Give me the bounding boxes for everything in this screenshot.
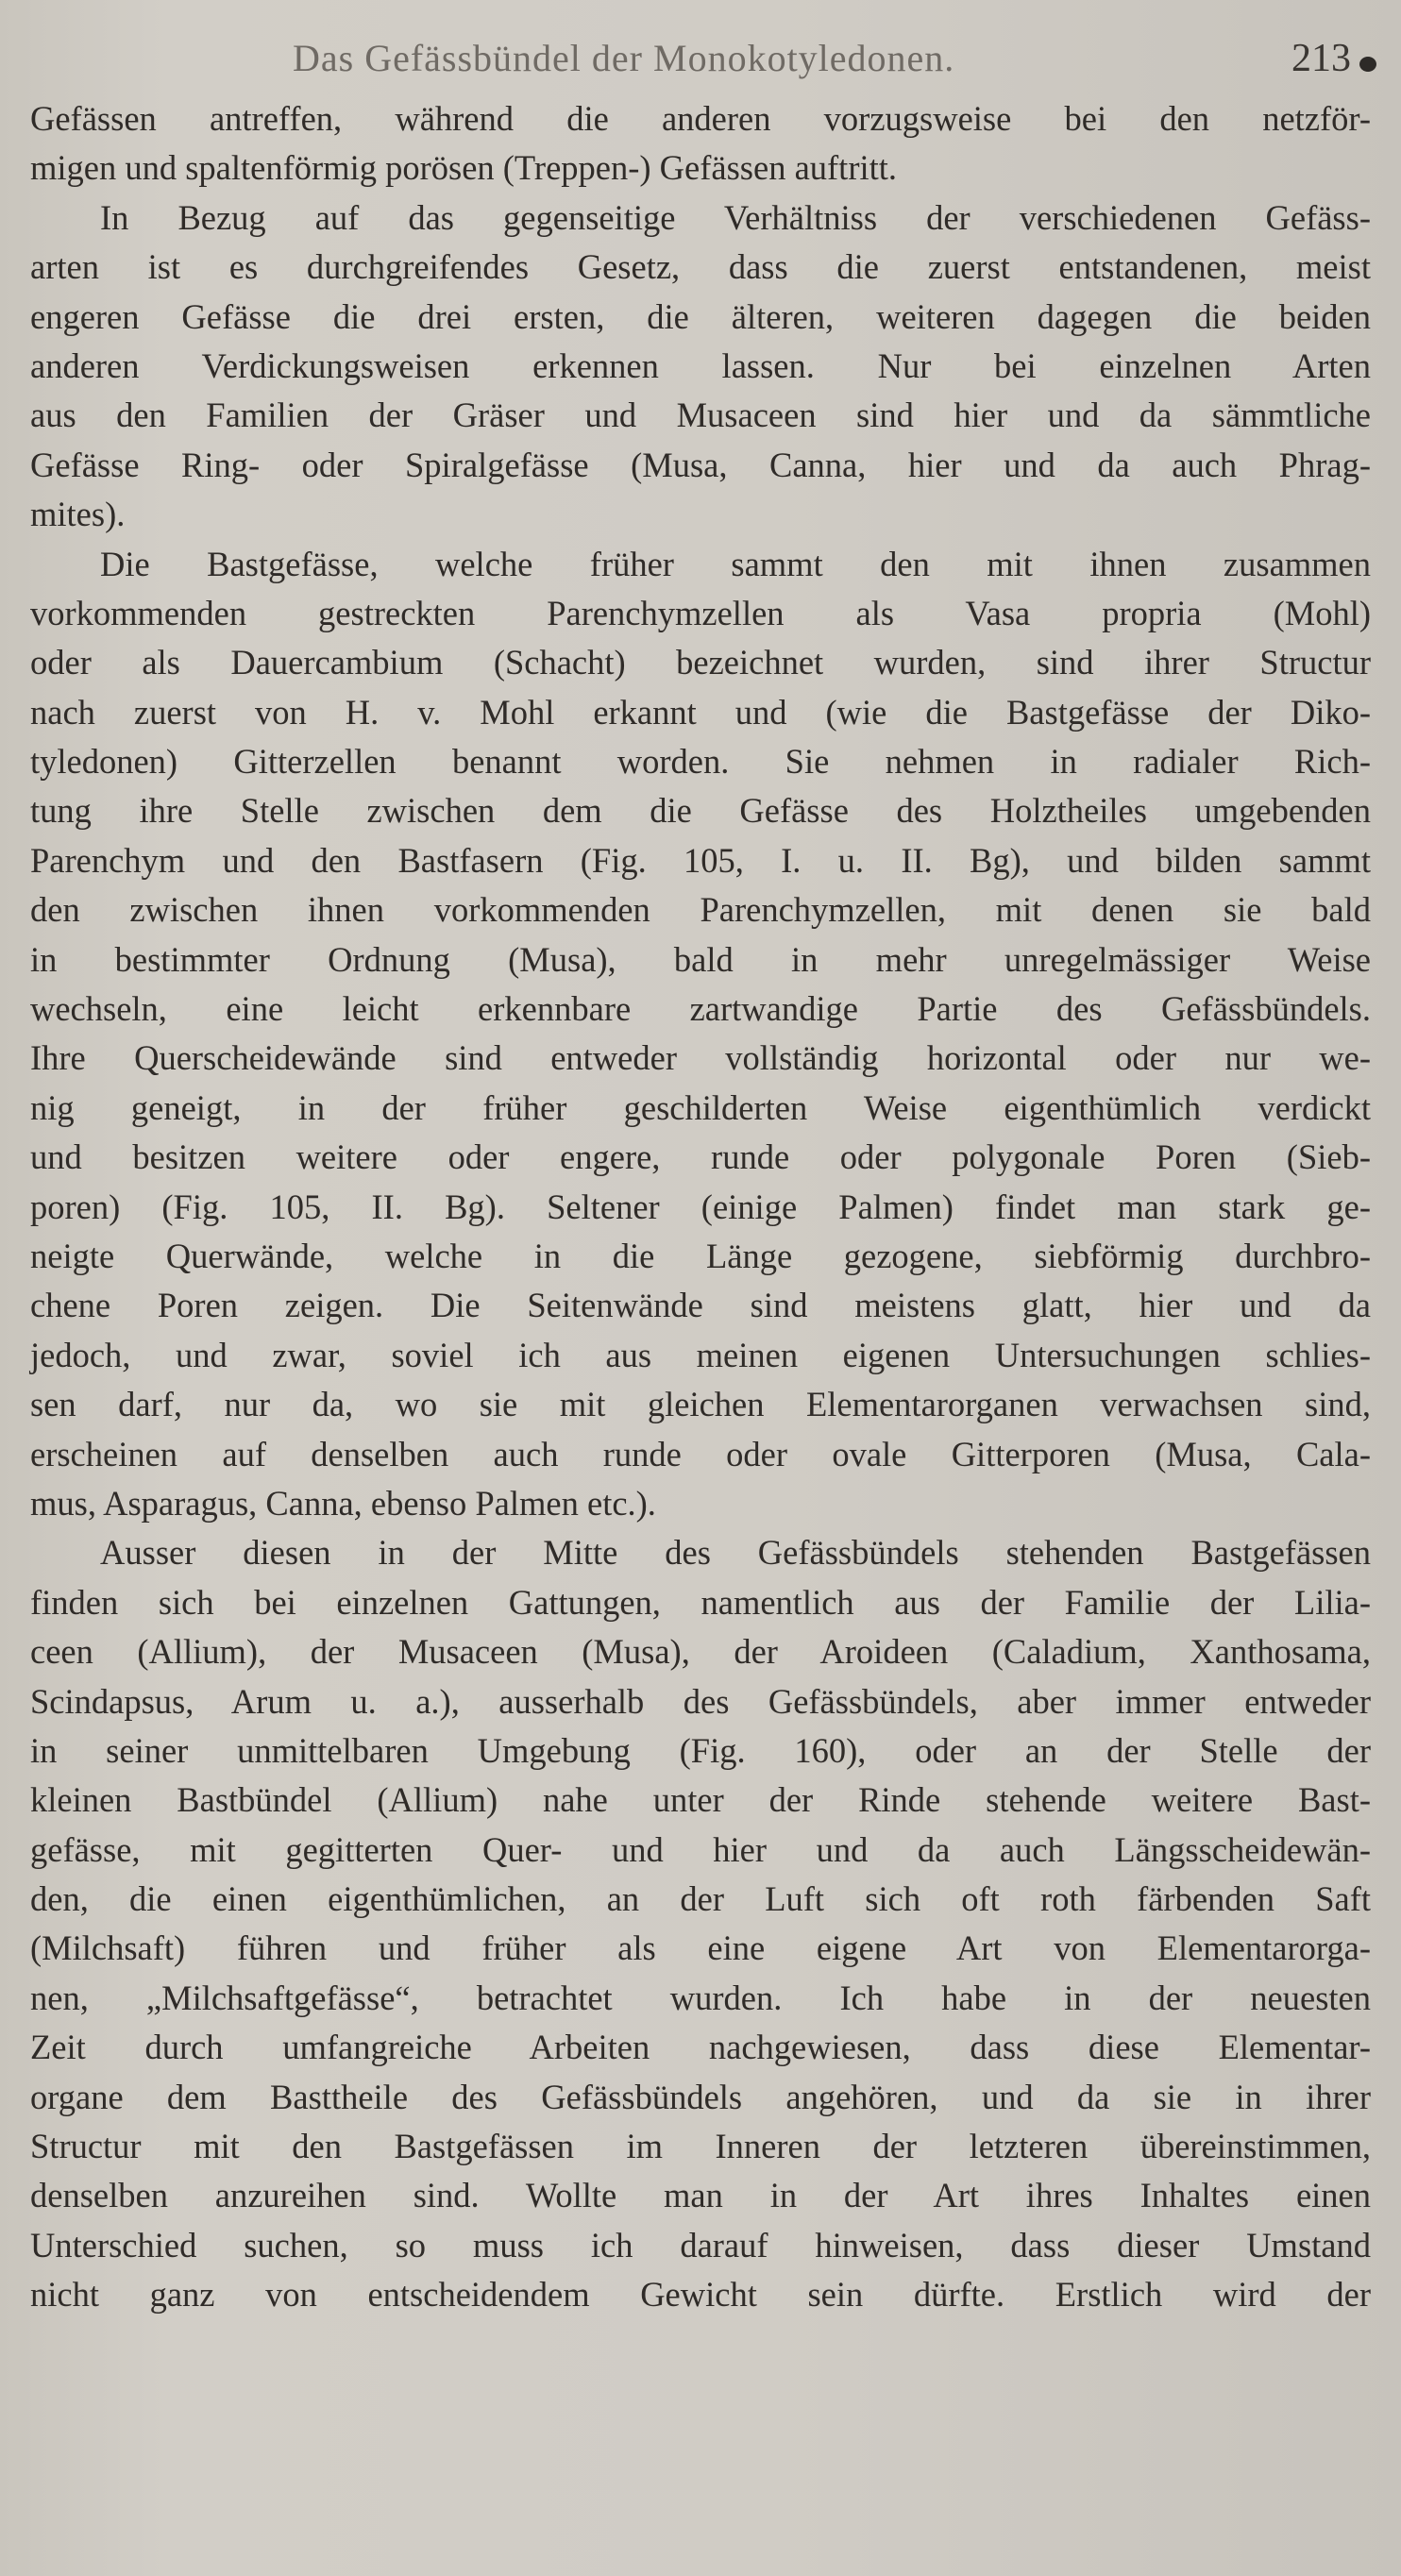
text-line: arten ist es durchgreifendes Gesetz, dass die zuerst entstandenen, meist: [30, 247, 1371, 287]
running-header: [0, 36, 1401, 93]
text-line: tyledonen) Gitterzellen benannt worden. Sie nehmen in radialer Rich-: [30, 742, 1371, 782]
text-line: anderen Verdickungsweisen erkennen lassen. Nur bei einzelnen Arten: [30, 345, 1371, 385]
text-line: den, die einen eigenthümlichen, an der Luft sich oft roth färbenden Saft: [30, 1879, 1371, 1919]
text-line: wechseln, eine leicht erkennbare zartwandige Partie des Gefässbündels.: [30, 989, 1371, 1029]
text-line: nig geneigt, in der früher geschilderten Weise eigenthümlich verdickt: [30, 1087, 1371, 1127]
text-line: Parenchym und den Bastfasern (Fig. 105, I. u. II. Bg), und bilden sammt: [30, 840, 1371, 880]
text-line: nach zuerst von H. v. Mohl erkannt und (wie die Bastgefässe der Diko-: [30, 692, 1371, 732]
text-line: vorkommenden gestreckten Parenchymzellen als Vasa propria (Mohl): [30, 593, 1371, 632]
text-line: sen darf, nur da, wo sie mit gleichen Elementarorganen verwachsen sind,: [30, 1385, 1371, 1424]
text-line: oder als Dauercambium (Schacht) bezeichnet wurden, sind ihrer Structur: [30, 643, 1371, 682]
text-line: den zwischen ihnen vorkommenden Parenchymzellen, mit denen sie bald: [30, 890, 1371, 930]
text-line: engeren Gefässe die drei ersten, die älteren, weiteren dagegen die beiden: [30, 296, 1371, 336]
text-line: und besitzen weitere oder engere, runde oder polygonale Poren (Sieb-: [30, 1137, 1371, 1177]
text-line: jedoch, und zwar, soviel ich aus meinen eigenen Untersuchungen schlies-: [30, 1335, 1371, 1374]
text-line: Gefässen antreffen, während die anderen vorzugsweise bei den netzför-: [30, 99, 1371, 138]
text-line: migen und spaltenförmig porösen (Treppen-) Gefässen auftritt.: [30, 148, 898, 188]
text-line: finden sich bei einzelnen Gattungen, namentlich aus der Familie der Lilia-: [30, 1582, 1371, 1622]
paragraph-start-line: Ausser diesen in der Mitte des Gefässbündels stehenden Bastgefässen: [100, 1533, 1371, 1573]
text-line: ceen (Allium), der Musaceen (Musa), der Aroideen (Caladium, Xanthosama,: [30, 1632, 1371, 1672]
text-line: gefässe, mit gegitterten Quer- und hier und da auch Längsscheidewän-: [30, 1829, 1371, 1869]
ink-blot: [1359, 57, 1376, 72]
running-title: Das Gefässbündel der Monokotyledonen.: [293, 37, 955, 79]
text-line: nicht ganz von entscheidendem Gewicht sein dürfte. Erstlich wird der: [30, 2275, 1371, 2315]
text-line: in seiner unmittelbaren Umgebung (Fig. 160), oder an der Stelle der: [30, 1730, 1371, 1770]
paragraph-start-line: In Bezug auf das gegenseitige Verhältniss der verschiedenen Gefäss-: [100, 197, 1371, 237]
text-line: chene Poren zeigen. Die Seitenwände sind meistens glatt, hier und da: [30, 1286, 1371, 1325]
text-line: Ihre Querscheidewände sind entweder vollständig horizontal oder nur we-: [30, 1038, 1371, 1078]
text-line: Unterschied suchen, so muss ich darauf hinweisen, dass dieser Umstand: [30, 2225, 1371, 2265]
text-line: in bestimmter Ordnung (Musa), bald in mehr unregelmässiger Weise: [30, 939, 1371, 979]
text-line: Structur mit den Bastgefässen im Inneren der letzteren übereinstimmen,: [30, 2127, 1371, 2166]
text-line: tung ihre Stelle zwischen dem die Gefässe des Holztheiles umgebenden: [30, 791, 1371, 831]
text-line: Scindapsus, Arum u. a.), ausserhalb des Gefässbündels, aber immer entweder: [30, 1681, 1371, 1721]
text-line: erscheinen auf denselben auch runde oder ovale Gitterporen (Musa, Cala-: [30, 1434, 1371, 1473]
text-line: organe dem Basttheile des Gefässbündels angehören, und da sie in ihrer: [30, 2077, 1371, 2116]
text-line: nen, „Milchsaftgefässe“, betrachtet wurden. Ich habe in der neuesten: [30, 1978, 1371, 2017]
page-number: 213: [1291, 37, 1351, 80]
text-line: neigte Querwände, welche in die Länge gezogene, siebförmig durchbro-: [30, 1236, 1371, 1275]
text-line: (Milchsaft) führen und früher als eine eigene Art von Elementarorga-: [30, 1928, 1371, 1968]
body-text: [30, 94, 1371, 2320]
text-line: Zeit durch umfangreiche Arbeiten nachgewiesen, dass diese Elementar-: [30, 2028, 1371, 2067]
text-line: Gefässe Ring- oder Spiralgefässe (Musa, Canna, hier und da auch Phrag-: [30, 445, 1371, 484]
paragraph-start-line: Die Bastgefässe, welche früher sammt den mit ihnen zusammen: [100, 544, 1371, 583]
text-line: mus, Asparagus, Canna, ebenso Palmen etc.).: [30, 1483, 656, 1523]
text-line: denselben anzureihen sind. Wollte man in der Art ihres Inhaltes einen: [30, 2176, 1371, 2215]
text-line: kleinen Bastbündel (Allium) nahe unter der Rinde stehende weitere Bast-: [30, 1780, 1371, 1820]
text-line: poren) (Fig. 105, II. Bg). Seltener (einige Palmen) findet man stark ge-: [30, 1187, 1371, 1226]
text-line: mites).: [30, 495, 126, 534]
text-line: aus den Familien der Gräser und Musaceen sind hier und da sämmtliche: [30, 396, 1371, 435]
